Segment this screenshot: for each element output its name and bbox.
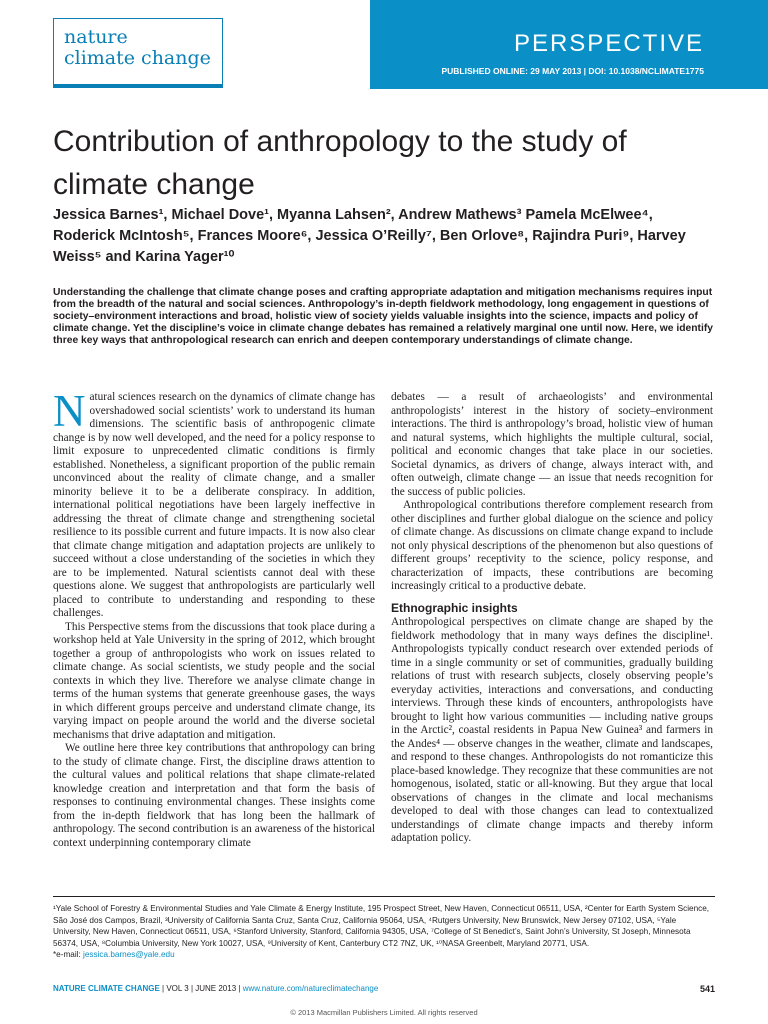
- body-column-left: [53, 386, 375, 850]
- page-number: 541: [699, 984, 715, 994]
- footer-url[interactable]: www.nature.com/natureclimatechange: [242, 984, 379, 993]
- journal-logo: [53, 18, 223, 88]
- journal-logo-line1: nature: [64, 26, 128, 48]
- paragraph: This Perspective stems from the discussions that took place during a workshop held at Yale University in the spring of 2012, which brought together a group of anthropologists who work on issues related to climate change. As social scientists, we study people and the social contexts in which they live. Therefore we analyse climate change in terms of the human systems that generate greenhouse gases, the ways in which different groups perceive and understand climate change, its varying impact on people around the world and the diverse societal mechanisms that drive adaptation and mitigation.: [53, 620, 375, 741]
- footer-journal: NATURE CLIMATE CHANGE: [53, 984, 160, 993]
- email-line: *e-mail: jessica.barnes@yale.edu: [53, 950, 175, 959]
- section-heading: Ethnographic insights: [391, 600, 518, 615]
- drop-cap: N: [53, 386, 86, 436]
- page-footer: [53, 984, 715, 993]
- body-column-right: [391, 391, 713, 846]
- email-link[interactable]: jessica.barnes@yale.edu: [83, 950, 175, 959]
- paragraph: Natural sciences research on the dynamics of climate change has overshadowed social scientists’ work to understand its human dimensions. The scientific basis of anthropogenic climate change is by now well developed, and the need for a policy response to limit exposure to unprecedented climatic conditions is firmly established. Nonetheless, a significant proportion of the public remain unconvinced about the reality of climate change, and a smaller minority believe it to be a deliberate conspiracy. In addition, international political negotiations have been largely ineffective in addressing the threat of climate change and strengthening societal resilience to its possible current and future impacts. It is now also clear that climate change mitigation and adaptation projects are unlikely to succeed without a close understanding of the societies in which they are to be implemented. Natural scientists cannot deal with these questions alone. We suggest that anthropologists are particularly well placed to contribute to understanding and responding to these challenges.: [53, 386, 375, 619]
- affiliations: ¹Yale School of Forestry & Environmental Studies and Yale Climate & Energy Institute, 195 Prospect Street, New Haven, Connecticut 06511, USA, ²Center for Earth System Science, São José dos Campos, Brazil, ³University of California Santa Cruz, Santa Cruz, California 95064, USA, ⁴Rutgers University, New Brunswick, New Jersey 07102, USA, ⁵Yale University, New Haven, Connecticut 06511, USA, ⁶Stanford University, Stanford, California 94305, USA, ⁷College of St Benedict’s, Saint John’s University, St Joseph, Minnesota 56374, USA, ⁸Columbia University, New York 10027, USA, ⁹University of Kent, Canterbury CT2 7NZ, UK, ¹⁰NASA Greenbelt, Maryland 20771, USA.: [53, 904, 710, 948]
- paragraph: Anthropological contributions therefore complement research from other disciplines and further global dialogue on the science and policy of climate change. As discussions on climate change expand to include not only physical descriptions of the phenomenon but also questions of different groups’ receptivity to the science, policy response, and characterization of impacts, these contributions are becoming increasingly critical to a productive debate.: [391, 499, 713, 592]
- footer-issue: | VOL 3 | JUNE 2013 |: [159, 984, 243, 993]
- copyright: © 2013 Macmillan Publishers Limited. All rights reserved: [290, 1008, 478, 1017]
- author-list: Jessica Barnes¹, Michael Dove¹, Myanna Lahsen², Andrew Mathews³ Pamela McElwee⁴, Roderick McIntosh⁵, Frances Moore⁶, Jessica O’Reilly⁷, Ben Orlove⁸, Rajindra Puri⁹, Harvey Weiss⁵ and Karina Yager¹⁰: [53, 207, 686, 265]
- paragraph: Anthropological perspectives on climate change are shaped by the fieldwork methodology that in many ways defines the discipline¹. Anthropologists typically conduct research over extended periods of time in a single community or set of communities, gradually building relations of trust with research subjects, closely observing people’s everyday activities, interactions and conversations, and conducting interviews. Through these kinds of encounters, anthropologists have brought to light how various communities — including native groups in the Arctic², coastal residents in Papua New Guinea³ and farmers in the Andes⁴ — observe changes in the weather, climate and landscapes, and respond to these changes. Anthropologists do not romanticize this place-based knowledge. They recognize that these communities are not homogenous, isolated, static or all-knowing. But they argue that local observations of changes in the climate and local mechanisms developed to deal with those changes can lead to contextualized understandings of climate change impacts and thereby inform adaptation policy.: [391, 616, 713, 844]
- footnotes: [53, 896, 715, 961]
- header-bar: [370, 0, 768, 89]
- article-type: PERSPECTIVE: [513, 30, 704, 57]
- paragraph: We outline here three key contributions that anthropology can bring to the study of climate change. First, the discipline draws attention to the cultural values and political relations that shape climate-related knowledge creation and interpretation and that form the basis of responses to continuing environmental changes. These insights come from the in-depth fieldwork that has long been the hallmark of anthropology. The second contribution is an awareness of the historical context underpinning contemporary climate: [53, 742, 375, 849]
- paragraph: debates — a result of archaeologists’ and environmental anthropologists’ interest in the history of society–environment interactions. The third is anthropology’s broad, holistic view of human and natural systems, which highlights the multiple cultural, social, political and economic changes that take place in our societies. Societal dynamics, as drivers of change, always interact with, and often outweigh, climate change — an issue that needs recognition for the success of public policies.: [391, 391, 713, 498]
- article-title: Contribution of anthropology to the study of climate change: [53, 125, 627, 201]
- journal-logo-line2: climate change: [64, 47, 211, 69]
- abstract: Understanding the challenge that climate change poses and crafting appropriate adaptation and mitigation mechanisms requires input from the breadth of the natural and social sciences. Anthropology’s in-depth fieldwork methodology, long engagement in questions of society–environment interactions and broad, holistic view of society yields valuable insights into the science, impacts and policy of climate change. Yet the discipline’s voice in climate change debates has remained a relatively marginal one until now. Here, we identify three key ways that anthropological research can enrich and deepen contemporary understandings of climate change.: [53, 287, 713, 346]
- publication-info: PUBLISHED ONLINE: 29 MAY 2013 | DOI: 10.1038/NCLIMATE1775: [441, 66, 704, 76]
